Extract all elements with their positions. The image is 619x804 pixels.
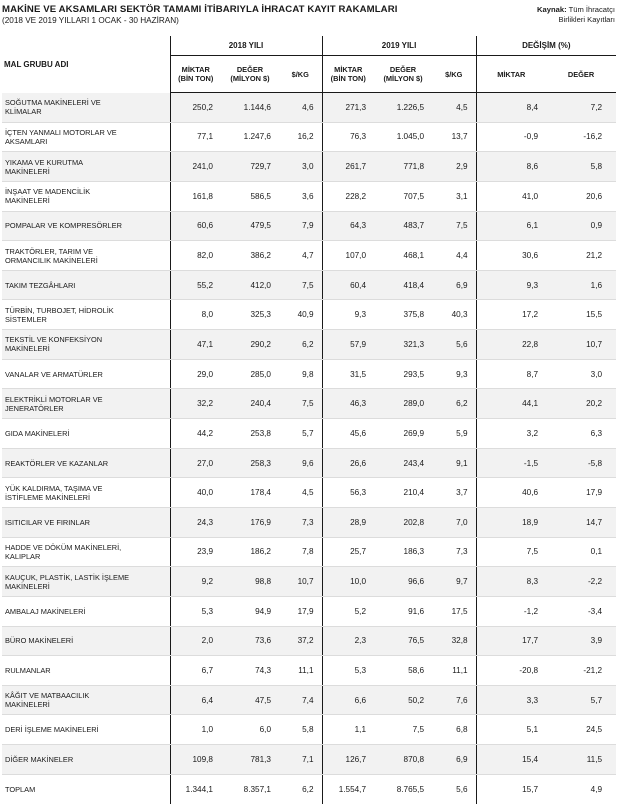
cell-value-2018: 325,3 [221,300,279,330]
cell-quantity-2019: 45,6 [322,419,374,449]
cell-quantity-2019: 228,2 [322,181,374,211]
table-row [2,567,616,597]
cell-value-2018: 479,5 [221,211,279,241]
cell-quantity-change: 15,4 [476,745,546,775]
table-row [2,181,616,211]
table-row [2,448,616,478]
cell-quantity-2019: 31,5 [322,359,374,389]
cell-value-2018: 8.357,1 [221,774,279,804]
cell-value-change: 4,9 [546,774,616,804]
cell-quantity-change: 15,7 [476,774,546,804]
cell-value-change: -21,2 [546,656,616,686]
cell-quantity-change: 41,0 [476,181,546,211]
cell-value-2019: 321,3 [374,330,432,360]
cell-perkg-2018: 7,5 [279,270,322,300]
group-header-2019: 2019 YILI [322,36,476,56]
table-row [2,152,616,182]
cell-perkg-2018: 7,4 [279,685,322,715]
cell-perkg-2018: 40,9 [279,300,322,330]
cell-quantity-2019: 1,1 [322,715,374,745]
table-row [2,270,616,300]
column-header-quantity-2018: MİKTAR (BİN TON) [170,56,221,93]
table-row [2,300,616,330]
cell-value-2018: 386,2 [221,241,279,271]
cell-quantity-2018: 241,0 [170,152,221,182]
cell-value-2019: 243,4 [374,448,432,478]
cell-quantity-2018: 40,0 [170,478,221,508]
cell-quantity-2018: 55,2 [170,270,221,300]
cell-quantity-2019: 5,2 [322,596,374,626]
cell-value-2019: 96,6 [374,567,432,597]
cell-quantity-change: -20,8 [476,656,546,686]
cell-quantity-2019: 64,3 [322,211,374,241]
cell-value-2018: 94,9 [221,596,279,626]
cell-value-2019: 1.045,0 [374,122,432,152]
cell-perkg-2019: 5,9 [432,419,476,449]
product-group-name: TEKSTİL VE KONFEKSİYON MAKİNELERİ [2,330,170,360]
cell-value-2018: 240,4 [221,389,279,419]
cell-quantity-2019: 9,3 [322,300,374,330]
cell-quantity-change: -0,9 [476,122,546,152]
cell-quantity-2019: 107,0 [322,241,374,271]
cell-quantity-change: 8,3 [476,567,546,597]
product-group-name: İNŞAAT VE MADENCİLİK MAKİNELERİ [2,181,170,211]
cell-value-change: 17,9 [546,478,616,508]
column-header-perkg-2019: $/KG [432,56,476,93]
cell-value-change: 21,2 [546,241,616,271]
cell-quantity-2018: 60,6 [170,211,221,241]
cell-value-2019: 50,2 [374,685,432,715]
cell-quantity-2019: 46,3 [322,389,374,419]
cell-value-change: -3,4 [546,596,616,626]
cell-quantity-2019: 5,3 [322,656,374,686]
cell-perkg-2018: 9,6 [279,448,322,478]
cell-quantity-change: 8,4 [476,93,546,123]
cell-perkg-2018: 7,3 [279,507,322,537]
cell-perkg-2019: 6,9 [432,745,476,775]
cell-quantity-2019: 271,3 [322,93,374,123]
table-row [2,93,616,123]
table-row [2,330,616,360]
cell-value-change: 3,9 [546,626,616,656]
source-label: Kaynak: [537,5,567,14]
cell-perkg-2018: 3,0 [279,152,322,182]
cell-quantity-change: 3,3 [476,685,546,715]
source-note [505,5,615,25]
cell-value-2018: 729,7 [221,152,279,182]
cell-quantity-change: 17,7 [476,626,546,656]
table-row [2,596,616,626]
cell-value-change: 20,2 [546,389,616,419]
cell-quantity-2019: 6,6 [322,685,374,715]
cell-quantity-change: 6,1 [476,211,546,241]
cell-quantity-change: 5,1 [476,715,546,745]
cell-quantity-2018: 44,2 [170,419,221,449]
group-header-change: DEĞİŞİM (%) [476,36,616,56]
cell-perkg-2019: 9,1 [432,448,476,478]
cell-value-change: 11,5 [546,745,616,775]
cell-quantity-2018: 1.344,1 [170,774,221,804]
cell-value-change: -5,8 [546,448,616,478]
cell-quantity-2019: 126,7 [322,745,374,775]
cell-quantity-change: 22,8 [476,330,546,360]
cell-value-2019: 202,8 [374,507,432,537]
source-line-2: Birlikleri Kayıtları [558,15,615,24]
cell-perkg-2018: 4,5 [279,478,322,508]
table-row [2,537,616,567]
product-group-name: HADDE VE DÖKÜM MAKİNELERİ, KALIPLAR [2,537,170,567]
cell-value-2019: 707,5 [374,181,432,211]
column-header-product: MAL GRUBU ADI [4,59,69,69]
cell-perkg-2019: 17,5 [432,596,476,626]
table-row [2,389,616,419]
cell-value-2019: 210,4 [374,478,432,508]
product-group-name: DERİ İŞLEME MAKİNELERİ [2,715,170,745]
table-row [2,715,616,745]
cell-perkg-2018: 17,9 [279,596,322,626]
product-group-name: GIDA MAKİNELERİ [2,419,170,449]
cell-quantity-change: 40,6 [476,478,546,508]
cell-value-2019: 418,4 [374,270,432,300]
product-group-name: TÜRBİN, TURBOJET, HİDROLİK SİSTEMLER [2,300,170,330]
cell-value-2019: 1.226,5 [374,93,432,123]
cell-quantity-change: 44,1 [476,389,546,419]
cell-quantity-change: -1,2 [476,596,546,626]
cell-quantity-change: 17,2 [476,300,546,330]
product-group-name: TRAKTÖRLER, TARIM VE ORMANCILIK MAKİNELERİ [2,241,170,271]
cell-perkg-2018: 9,8 [279,359,322,389]
cell-value-2018: 253,8 [221,419,279,449]
cell-value-change: 5,8 [546,152,616,182]
cell-quantity-2019: 76,3 [322,122,374,152]
cell-quantity-change: 18,9 [476,507,546,537]
table-row [2,122,616,152]
cell-value-2019: 91,6 [374,596,432,626]
table-row [2,774,616,804]
cell-quantity-2018: 9,2 [170,567,221,597]
cell-quantity-2018: 161,8 [170,181,221,211]
cell-value-2019: 186,3 [374,537,432,567]
cell-value-2019: 8.765,5 [374,774,432,804]
cell-perkg-2019: 4,5 [432,93,476,123]
table-row [2,241,616,271]
column-header-perkg-2018: $/KG [279,56,322,93]
product-group-name: İÇTEN YANMALI MOTORLAR VE AKSAMLARI [2,122,170,152]
cell-quantity-2019: 57,9 [322,330,374,360]
cell-value-2019: 76,5 [374,626,432,656]
cell-quantity-2018: 23,9 [170,537,221,567]
column-header-value-2018: DEĞER (MİLYON $) [221,56,279,93]
cell-value-2019: 483,7 [374,211,432,241]
cell-perkg-2019: 5,6 [432,774,476,804]
cell-value-change: 1,6 [546,270,616,300]
product-group-name: KAUÇUK, PLASTİK, LASTİK İŞLEME MAKİNELERİ [2,567,170,597]
table-row [2,745,616,775]
page-subtitle: (2018 VE 2019 YILLARI 1 OCAK - 30 HAZİRAN) [2,16,179,25]
cell-value-2019: 58,6 [374,656,432,686]
cell-quantity-2018: 29,0 [170,359,221,389]
cell-perkg-2018: 4,7 [279,241,322,271]
cell-value-2018: 1.144,6 [221,93,279,123]
cell-value-change: 7,2 [546,93,616,123]
cell-quantity-2019: 25,7 [322,537,374,567]
cell-value-change: 10,7 [546,330,616,360]
cell-perkg-2018: 5,7 [279,419,322,449]
cell-perkg-2019: 9,7 [432,567,476,597]
cell-perkg-2018: 6,2 [279,774,322,804]
cell-perkg-2019: 11,1 [432,656,476,686]
cell-quantity-change: -1,5 [476,448,546,478]
cell-perkg-2018: 3,6 [279,181,322,211]
product-group-name: YIKAMA VE KURUTMA MAKİNELERİ [2,152,170,182]
product-group-name: ELEKTRİKLİ MOTORLAR VE JENERATÖRLER [2,389,170,419]
cell-value-2018: 586,5 [221,181,279,211]
cell-value-2019: 771,8 [374,152,432,182]
cell-perkg-2019: 7,5 [432,211,476,241]
cell-perkg-2019: 4,4 [432,241,476,271]
cell-perkg-2018: 37,2 [279,626,322,656]
table-row [2,419,616,449]
export-table [2,36,616,804]
cell-perkg-2019: 5,6 [432,330,476,360]
product-group-name: RULMANLAR [2,656,170,686]
cell-value-2018: 1.247,6 [221,122,279,152]
cell-quantity-2018: 6,4 [170,685,221,715]
cell-quantity-2018: 2,0 [170,626,221,656]
cell-value-2018: 176,9 [221,507,279,537]
cell-value-2019: 289,0 [374,389,432,419]
cell-value-2018: 285,0 [221,359,279,389]
cell-quantity-2019: 56,3 [322,478,374,508]
table-row [2,507,616,537]
table-row [2,478,616,508]
table-row [2,656,616,686]
cell-value-2018: 73,6 [221,626,279,656]
cell-perkg-2019: 7,0 [432,507,476,537]
cell-quantity-2018: 250,2 [170,93,221,123]
cell-perkg-2018: 7,1 [279,745,322,775]
product-group-name: VANALAR VE ARMATÜRLER [2,359,170,389]
product-group-name: AMBALAJ MAKİNELERİ [2,596,170,626]
cell-perkg-2019: 7,3 [432,537,476,567]
cell-perkg-2018: 7,9 [279,211,322,241]
product-group-name: SOĞUTMA MAKİNELERİ VE KLİMALAR [2,93,170,123]
cell-quantity-change: 9,3 [476,270,546,300]
cell-perkg-2018: 7,5 [279,389,322,419]
cell-value-2018: 290,2 [221,330,279,360]
cell-value-2018: 186,2 [221,537,279,567]
cell-quantity-2019: 28,9 [322,507,374,537]
cell-perkg-2019: 3,1 [432,181,476,211]
column-header-quantity-2019: MİKTAR (BİN TON) [322,56,374,93]
cell-value-2019: 293,5 [374,359,432,389]
cell-perkg-2019: 32,8 [432,626,476,656]
cell-quantity-2018: 109,8 [170,745,221,775]
cell-value-2019: 468,1 [374,241,432,271]
cell-value-2019: 269,9 [374,419,432,449]
product-group-name: ISITICILAR VE FIRINLAR [2,507,170,537]
column-header-value-change: DEĞER [546,56,616,93]
cell-value-2019: 7,5 [374,715,432,745]
table-row [2,626,616,656]
cell-quantity-change: 7,5 [476,537,546,567]
cell-value-change: 24,5 [546,715,616,745]
cell-value-2018: 47,5 [221,685,279,715]
cell-quantity-2018: 6,7 [170,656,221,686]
cell-value-change: 0,9 [546,211,616,241]
cell-quantity-2019: 261,7 [322,152,374,182]
product-group-name: REAKTÖRLER VE KAZANLAR [2,448,170,478]
cell-quantity-change: 8,6 [476,152,546,182]
cell-perkg-2018: 10,7 [279,567,322,597]
cell-quantity-2018: 27,0 [170,448,221,478]
cell-perkg-2019: 6,9 [432,270,476,300]
product-group-name: KÂĞIT VE MATBAACILIK MAKİNELERİ [2,685,170,715]
cell-quantity-2018: 77,1 [170,122,221,152]
cell-value-change: 15,5 [546,300,616,330]
table-row [2,685,616,715]
cell-perkg-2019: 6,8 [432,715,476,745]
cell-value-change: 5,7 [546,685,616,715]
cell-quantity-change: 30,6 [476,241,546,271]
cell-value-2018: 74,3 [221,656,279,686]
cell-value-2018: 98,8 [221,567,279,597]
cell-value-change: -2,2 [546,567,616,597]
cell-value-change: -16,2 [546,122,616,152]
cell-quantity-2019: 1.554,7 [322,774,374,804]
cell-quantity-2019: 10,0 [322,567,374,597]
cell-value-change: 20,6 [546,181,616,211]
table-row [2,211,616,241]
cell-quantity-change: 3,2 [476,419,546,449]
column-header-quantity-change: MİKTAR [476,56,546,93]
cell-perkg-2019: 13,7 [432,122,476,152]
cell-quantity-2018: 32,2 [170,389,221,419]
cell-perkg-2019: 40,3 [432,300,476,330]
cell-perkg-2018: 16,2 [279,122,322,152]
cell-perkg-2018: 5,8 [279,715,322,745]
cell-perkg-2019: 6,2 [432,389,476,419]
cell-perkg-2019: 7,6 [432,685,476,715]
cell-value-change: 0,1 [546,537,616,567]
cell-quantity-2019: 60,4 [322,270,374,300]
cell-perkg-2019: 2,9 [432,152,476,182]
cell-quantity-2019: 26,6 [322,448,374,478]
cell-value-change: 6,3 [546,419,616,449]
column-header-value-2019: DEĞER (MİLYON $) [374,56,432,93]
cell-perkg-2018: 11,1 [279,656,322,686]
product-group-name: DİĞER MAKİNELER [2,745,170,775]
cell-value-2019: 870,8 [374,745,432,775]
table-row [2,359,616,389]
group-header-2018: 2018 YILI [170,36,322,56]
cell-value-2018: 258,3 [221,448,279,478]
cell-perkg-2018: 6,2 [279,330,322,360]
cell-perkg-2018: 4,6 [279,93,322,123]
product-group-name: YÜK KALDIRMA, TAŞIMA VE İSTİFLEME MAKİNELERİ [2,478,170,508]
source-line-1: Tüm İhracatçı [568,5,615,14]
product-group-name: POMPALAR VE KOMPRESÖRLER [2,211,170,241]
cell-value-2018: 178,4 [221,478,279,508]
page-title: MAKİNE VE AKSAMLARI SEKTÖR TAMAMI İTİBARIYLA İHRACAT KAYIT RAKAMLARI [2,4,398,15]
cell-value-2018: 781,3 [221,745,279,775]
cell-quantity-2018: 47,1 [170,330,221,360]
cell-value-2018: 6,0 [221,715,279,745]
cell-perkg-2018: 7,8 [279,537,322,567]
table-body [2,93,616,804]
product-group-name: TAKIM TEZGÂHLARI [2,270,170,300]
cell-quantity-2019: 2,3 [322,626,374,656]
product-group-name: BÜRO MAKİNELERİ [2,626,170,656]
product-group-name: TOPLAM [2,774,170,804]
cell-perkg-2019: 3,7 [432,478,476,508]
cell-value-change: 14,7 [546,507,616,537]
cell-quantity-2018: 5,3 [170,596,221,626]
cell-quantity-2018: 24,3 [170,507,221,537]
cell-quantity-change: 8,7 [476,359,546,389]
cell-quantity-2018: 82,0 [170,241,221,271]
cell-value-2019: 375,8 [374,300,432,330]
cell-value-2018: 412,0 [221,270,279,300]
cell-quantity-2018: 1,0 [170,715,221,745]
cell-quantity-2018: 8,0 [170,300,221,330]
cell-value-change: 3,0 [546,359,616,389]
cell-perkg-2019: 9,3 [432,359,476,389]
